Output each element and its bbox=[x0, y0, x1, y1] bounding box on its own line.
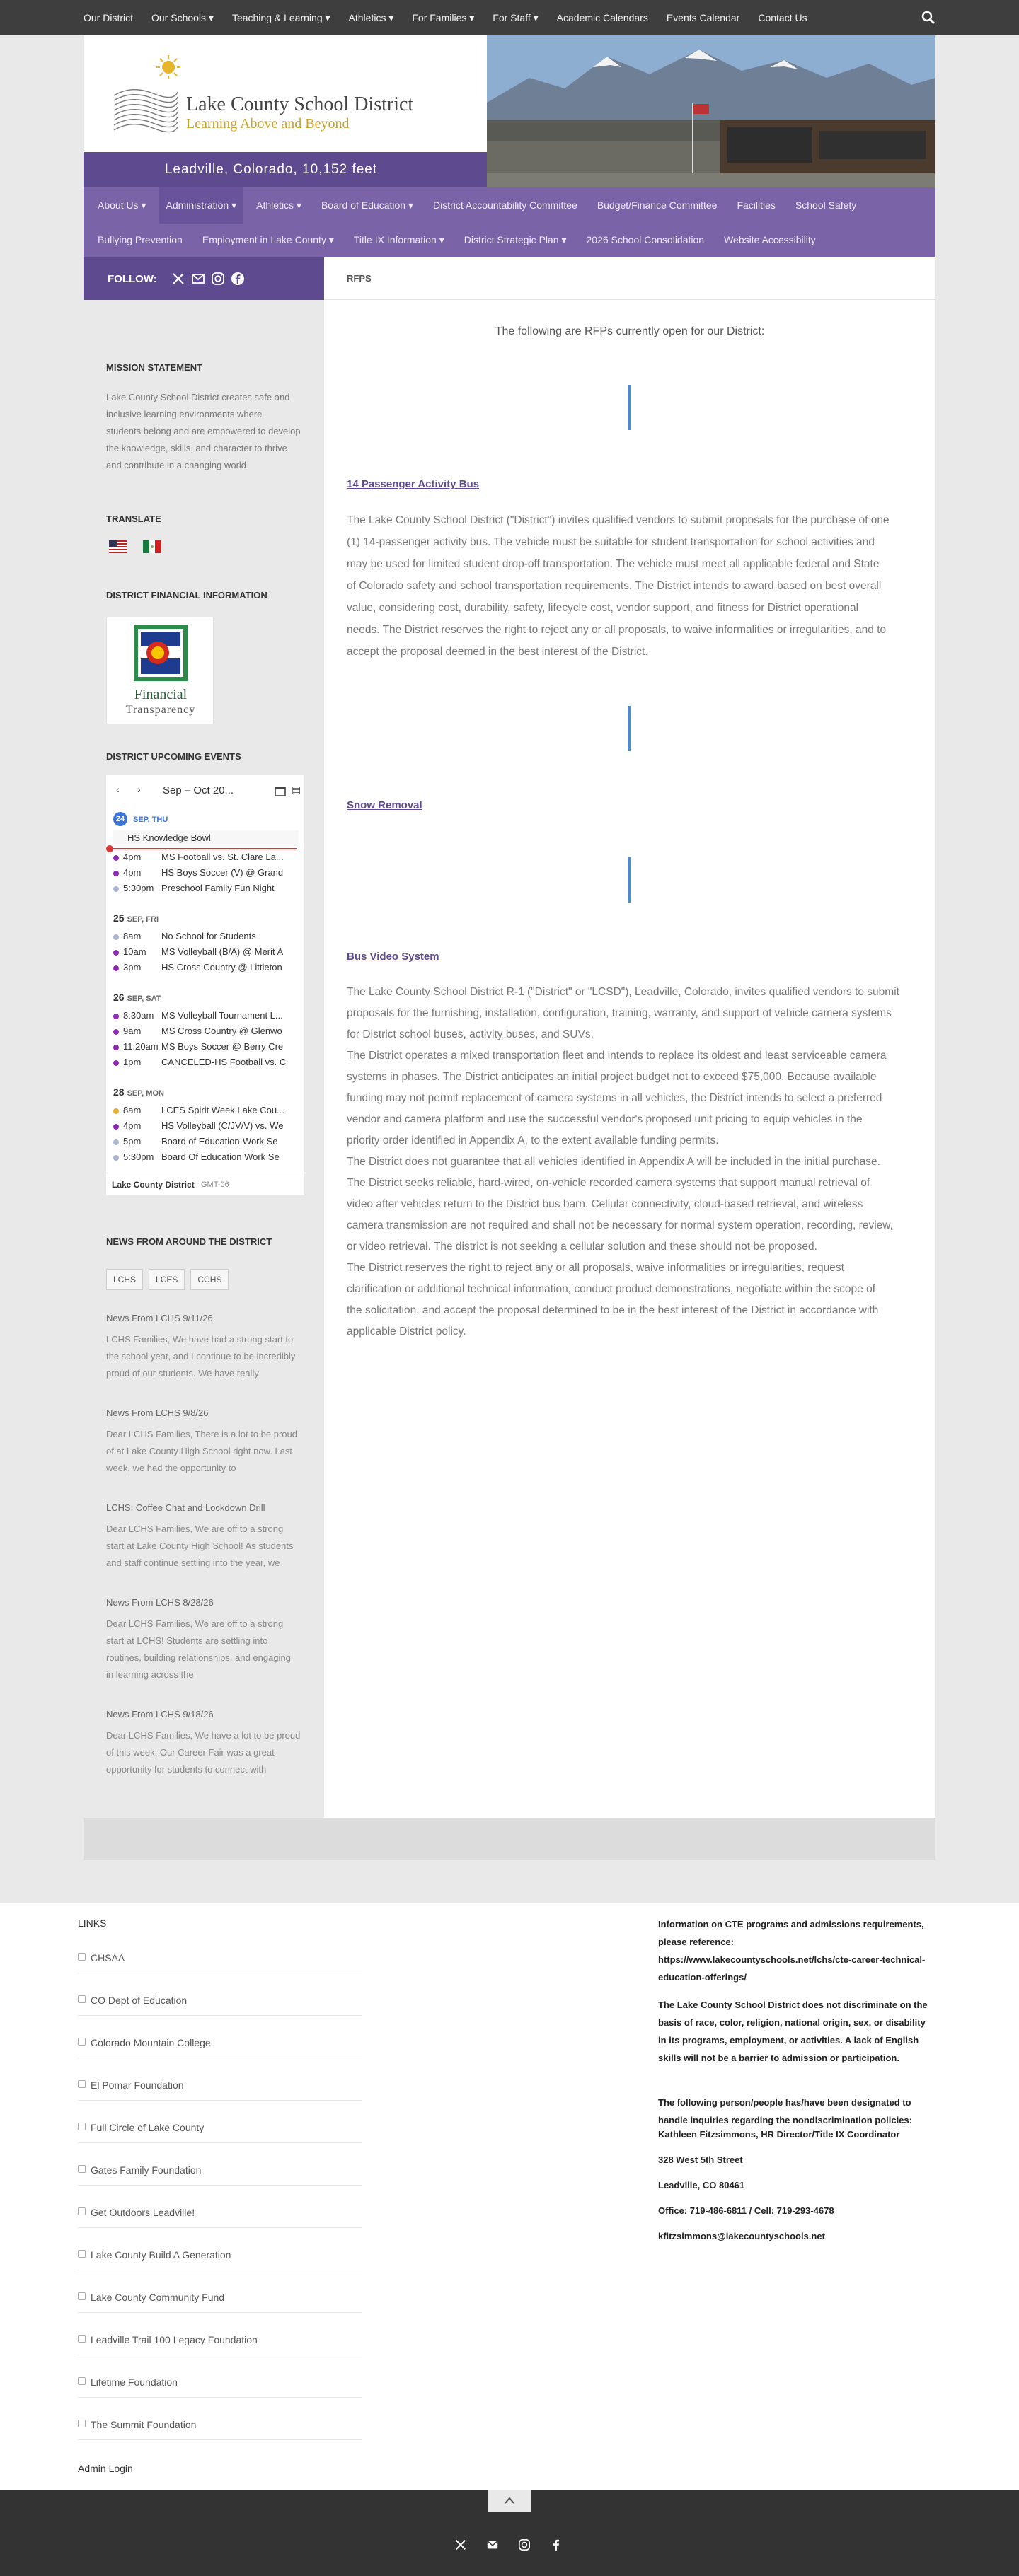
cal-range[interactable]: Sep – Oct 20... bbox=[163, 784, 234, 796]
topnav-our-district[interactable]: Our District bbox=[84, 12, 133, 23]
footer-link[interactable]: Lake County Community Fund bbox=[78, 2270, 362, 2313]
rfp-intro: The following are RFPs currently open for our District: bbox=[495, 325, 765, 337]
nav-school-consolidation[interactable]: 2026 School Consolidation bbox=[586, 234, 705, 245]
logo[interactable] bbox=[84, 35, 487, 152]
finance-title: DISTRICT FINANCIAL INFORMATION bbox=[106, 590, 267, 601]
financial-transparency-badge[interactable] bbox=[106, 617, 214, 724]
events-title: DISTRICT UPCOMING EVENTS bbox=[106, 751, 241, 762]
facebook-icon[interactable] bbox=[231, 272, 245, 286]
site-tagline: Leadville, Colorado, 10,152 feet bbox=[84, 152, 487, 187]
external-link-icon bbox=[78, 2080, 86, 2088]
cal-event[interactable]: 3pm HS Cross Country @ Littleton bbox=[113, 962, 299, 973]
site-title: Lake County School District bbox=[186, 93, 414, 115]
nav-budget-finance[interactable]: Budget/Finance Committee bbox=[597, 199, 718, 211]
mission-text bbox=[106, 389, 311, 474]
nav-school-safety[interactable]: School Safety bbox=[795, 199, 857, 211]
external-link-icon bbox=[78, 1995, 86, 2003]
back-to-top-button[interactable] bbox=[488, 2490, 531, 2512]
rfp-description-bus-video: The Lake County School District R-1 ("District" or "LCSD"), Leadville, Colorado, invites qualified vendors to submit proposals for the furnishing, installation, configuration, training, warranty, and support of vehicle camera systems for District school buses, activity buses, and SUVs. The District operates a mixed transportation fleet and intends to replace its oldest and least serviceable camera systems in phases. The District anticipates an initial project budget not to exceed $75,000. Because available funding may not permit replacement of camera systems in all vehicles, the District intends to select a preferred vendor and camera platform and use the successful vendor's proposed unit pricing to equip vehicles in the priority order identified in Appendix A, to the extent available funding permits. The District does not guarantee that all vehicles identified in Appendix A will be included in the initial purchase. The District seeks reliable, hard-wired, on-vehicle recorded camera systems that support manual retrieval of video after vehicles return to the District bus barn. Cellular connectivity, cloud-based retrieval, and wireless camera transmission are not required and shall not be necessary for normal system operation, recording, review, or video retrieval. The district is not seeking a cellular solution and these should not be proposed. The District reserves the right to reject any or all proposals, waive informalities or irregularities, request clarification or additional technical information, conduct product demonstrations, negotiate within the scope of the solicitation, and accept the proposal determined to be in the best interest of the District in accordance with applicable District policy. bbox=[347, 986, 899, 1338]
sidebar bbox=[84, 300, 324, 1818]
header-photo bbox=[487, 35, 935, 187]
embed-placeholder bbox=[628, 706, 631, 751]
external-link-icon bbox=[78, 2377, 86, 2385]
cal-today-badge: 24 bbox=[113, 812, 127, 826]
site-subtitle: Learning Above and Beyond bbox=[186, 116, 350, 132]
follow-label: FOLLOW: bbox=[108, 273, 157, 285]
mission-line: the knowledge, skills, and character to thrive bbox=[106, 443, 287, 453]
cal-day-header: 26 SEP, SAT bbox=[113, 992, 161, 1003]
cal-footer-tz: GMT-06 bbox=[201, 1180, 229, 1189]
cte-link[interactable]: https://www.lakecountyschools.net/lchs/cte-career-technical- bbox=[658, 1954, 926, 1965]
footer-link[interactable]: The Summit Foundation bbox=[78, 2398, 362, 2440]
mexico-flag-icon[interactable] bbox=[143, 540, 161, 553]
mission-line: students belong and are empowered to develop bbox=[106, 426, 301, 436]
news-item-excerpt: Dear LCHS Families, We have a lot to be proud of this week. Our Career Fair was a great opportunity for students to connect with bbox=[106, 1730, 301, 1775]
footer-link[interactable]: Gates Family Foundation bbox=[78, 2143, 362, 2186]
external-link-icon bbox=[78, 2165, 86, 2173]
topnav-contact-us[interactable]: Contact Us bbox=[758, 12, 807, 23]
news-tab-cchs[interactable]: CCHS bbox=[190, 1269, 229, 1290]
events-calendar-widget bbox=[106, 775, 304, 1195]
cal-now-dot bbox=[106, 845, 113, 852]
topnav-teaching-learning[interactable]: Teaching & Learning ▾ bbox=[231, 11, 330, 23]
footer-link[interactable]: Lifetime Foundation bbox=[78, 2355, 362, 2398]
external-link-icon bbox=[78, 2123, 86, 2130]
external-link-icon bbox=[78, 2420, 86, 2427]
follow-bar bbox=[84, 257, 324, 300]
cal-day-label: SEP, THU bbox=[133, 816, 168, 824]
mission-line: inclusive learning environments where bbox=[106, 409, 263, 419]
footer-link[interactable]: Lake County Build A Generation bbox=[78, 2228, 362, 2270]
mail-icon[interactable] bbox=[191, 272, 205, 286]
finance-label: Financial bbox=[134, 687, 188, 702]
cal-footer-name: Lake County District bbox=[112, 1180, 195, 1190]
cal-footer bbox=[106, 1173, 304, 1195]
cal-event[interactable]: 4pm HS Volleyball (C/JV/V) vs. We bbox=[113, 1120, 299, 1131]
news-item-excerpt: Dear LCHS Families, We are off to a strong start at Lake County High School! As students and staff continue settling into the year, we bbox=[106, 1524, 294, 1568]
cal-event[interactable]: 5:30pm Preschool Family Fun Night bbox=[113, 883, 299, 893]
page-title: RFPS bbox=[347, 273, 372, 284]
nav-title-ix[interactable]: Title IX Information ▾ bbox=[353, 233, 444, 245]
footer-link[interactable]: CHSAA bbox=[78, 1931, 362, 1973]
main-nav bbox=[84, 187, 935, 257]
top-nav-menu bbox=[84, 0, 826, 35]
nav-employment[interactable]: Employment in Lake County ▾ bbox=[202, 233, 334, 245]
mission-line: Lake County School District creates safe and bbox=[106, 392, 290, 402]
external-link-icon bbox=[78, 1953, 86, 1961]
news-tab-lchs[interactable]: LCHS bbox=[106, 1269, 143, 1290]
rfp-link-bus-video[interactable]: Bus Video System bbox=[347, 951, 439, 963]
news-tabs bbox=[106, 1269, 234, 1290]
cal-event[interactable]: 4pm MS Football vs. St. Clare La... bbox=[113, 852, 299, 862]
rfp-link-snow-removal[interactable]: Snow Removal bbox=[347, 799, 422, 811]
main-content bbox=[324, 257, 935, 1818]
news-item-excerpt: LCHS Families, We have had a strong start to the school year, and I continue to be incredibly proud of our students. We have really bbox=[106, 1334, 296, 1379]
nav-about-us[interactable]: About Us ▾ bbox=[98, 199, 146, 211]
main-nav-row2 bbox=[98, 222, 836, 257]
cal-event[interactable]: HS Knowledge Bowl bbox=[113, 832, 299, 843]
footer-link[interactable]: Get Outdoors Leadville! bbox=[78, 2186, 362, 2228]
footer-link[interactable]: Full Circle of Lake County bbox=[78, 2101, 362, 2143]
cal-event[interactable]: 5pm Board of Education-Work Se bbox=[113, 1136, 299, 1147]
district-logo-icon bbox=[110, 50, 181, 141]
page-heading-bar bbox=[324, 257, 935, 300]
news-item-title[interactable]: News From LCHS 9/11/26 bbox=[106, 1313, 213, 1323]
site-header bbox=[84, 35, 935, 187]
cal-day-header: 25 SEP, FRI bbox=[113, 912, 159, 924]
nav-facilities[interactable]: Facilities bbox=[737, 199, 776, 211]
page-wrapper bbox=[84, 35, 935, 1860]
external-link-icon bbox=[78, 2335, 86, 2343]
topnav-our-schools[interactable]: Our Schools ▾ bbox=[151, 11, 214, 23]
external-link-icon bbox=[78, 2038, 86, 2046]
cal-event[interactable]: 4pm HS Boys Soccer (V) @ Grand bbox=[113, 867, 299, 878]
nav-strategic-plan[interactable]: District Strategic Plan ▾ bbox=[464, 233, 567, 245]
us-flag-icon[interactable] bbox=[109, 540, 127, 553]
calendar-icon[interactable] bbox=[275, 785, 286, 796]
cal-event[interactable]: 1pm CANCELED-HS Football vs. C bbox=[113, 1057, 299, 1067]
x-icon[interactable] bbox=[454, 2539, 467, 2551]
cal-event[interactable]: 9am MS Cross Country @ Glenwo bbox=[113, 1026, 299, 1036]
contact-info: Kathleen Fitzsimmons, HR Director/Title IX Coordinator 328 West 5th Street Leadville, CO 80461 Office: 719-486-6811 / Cell: 719-293-4678 kfitzsimmons@lakecountyschools.net bbox=[658, 2122, 948, 2249]
main-nav-row1 bbox=[98, 187, 876, 223]
mission-line: and contribute in a changing world. bbox=[106, 460, 249, 470]
translate-title: TRANSLATE bbox=[106, 514, 161, 524]
cal-event[interactable]: 8am LCES Spirit Week Lake Cou... bbox=[113, 1105, 299, 1115]
footer-link[interactable]: Colorado Mountain College bbox=[78, 2016, 362, 2058]
topnav-for-families[interactable]: For Families ▾ bbox=[412, 11, 475, 23]
mail-icon[interactable] bbox=[486, 2539, 499, 2551]
cal-event[interactable]: 5:30pm Board Of Education Work Se bbox=[113, 1151, 299, 1162]
cal-event[interactable]: 11:20am MS Boys Soccer @ Berry Cre bbox=[113, 1041, 299, 1052]
news-item-title[interactable]: News From LCHS 9/18/26 bbox=[106, 1709, 214, 1719]
nav-bullying-prevention[interactable]: Bullying Prevention bbox=[98, 234, 183, 245]
footer-link[interactable]: El Pomar Foundation bbox=[78, 2058, 362, 2101]
finance-label-2: Transparency bbox=[125, 704, 196, 716]
nav-district-accountability[interactable]: District Accountability Committee bbox=[432, 199, 577, 211]
footer-link[interactable]: Leadville Trail 100 Legacy Foundation bbox=[78, 2313, 362, 2355]
rfp-description-activity-bus: The Lake County School District ("District") invites qualified vendors to submit proposals for the purchase of one (1) 14-passenger activity bus. The vehicle must be suitable for student transportation for school activities and may be used for limited student drop-off transportation. The vehicle must meet all applicable federal and State of Colorado safety and school transportation requirements. The District intends to award based on best overall value, considering cost, durability, safety, lifecycle cost, vendor support, and fitness for District operational needs. The District reserves the right to reject any or all proposals, to waive informalities or irregularities, and to accept the proposal deemed in the best interest of the District. bbox=[347, 514, 890, 658]
cal-now-line bbox=[109, 848, 297, 849]
cal-event[interactable]: 10am MS Volleyball (B/A) @ Merit A bbox=[113, 946, 299, 957]
external-link-icon bbox=[78, 2250, 86, 2258]
cal-view-toggle[interactable]: ▤ bbox=[292, 784, 301, 795]
cal-event[interactable]: 8:30am MS Volleyball Tournament L... bbox=[113, 1010, 299, 1021]
instagram-icon[interactable] bbox=[211, 272, 225, 286]
x-icon[interactable] bbox=[171, 272, 185, 286]
admin-login-link[interactable]: Admin Login bbox=[78, 2463, 133, 2474]
facebook-icon[interactable] bbox=[550, 2539, 563, 2551]
news-item-excerpt: Dear LCHS Families, There is a lot to be proud of at Lake County High School right now. Last week, we had the opportunity to bbox=[106, 1429, 297, 1473]
designee-notice: The following person/people has/have been designated to handle inquiries regarding the nondiscrimination policies: bbox=[658, 2097, 912, 2125]
cal-next-button[interactable]: › bbox=[137, 784, 141, 795]
rfp-link-activity-bus[interactable]: 14 Passenger Activity Bus bbox=[347, 478, 480, 490]
embed-placeholder bbox=[628, 857, 631, 903]
nondiscrimination-notice: The Lake County School District does not discriminate on the basis of race, color, religion, national origin, sex, or disability in its programs, employment, or activities. A lack of English skills will not be a barrier to admission or participation. bbox=[658, 2000, 928, 2063]
external-link-icon bbox=[78, 2207, 86, 2215]
embed-placeholder bbox=[628, 385, 631, 430]
news-tab-lces[interactable]: LCES bbox=[149, 1269, 185, 1290]
footer-link[interactable]: CO Dept of Education bbox=[78, 1973, 362, 2016]
topnav-academic-calendars[interactable]: Academic Calendars bbox=[556, 12, 648, 23]
cal-prev-button[interactable]: ‹ bbox=[116, 784, 120, 795]
nav-administration[interactable]: Administration ▾ bbox=[159, 187, 244, 224]
colorado-flag-icon bbox=[134, 625, 188, 681]
contact-email[interactable]: kfitzsimmons@lakecountyschools.net bbox=[658, 2231, 825, 2241]
mission-title: MISSION STATEMENT bbox=[106, 362, 203, 373]
cal-event[interactable]: 8am No School for Students bbox=[113, 931, 299, 941]
news-item-excerpt: Dear LCHS Families, We are off to a strong start at LCHS! Students are settling into routines, building relationships, and engaging in learning across the bbox=[106, 1618, 291, 1680]
cal-day-header: 28 SEP, MON bbox=[113, 1086, 164, 1098]
news-item-title[interactable]: LCHS: Coffee Chat and Lockdown Drill bbox=[106, 1502, 265, 1513]
top-navbar bbox=[0, 0, 1019, 35]
news-item-title[interactable]: News From LCHS 9/8/26 bbox=[106, 1408, 209, 1418]
nav-board-of-education[interactable]: Board of Education ▾ bbox=[321, 199, 413, 211]
nav-athletics[interactable]: Athletics ▾ bbox=[256, 199, 301, 211]
nav-website-accessibility[interactable]: Website Accessibility bbox=[724, 234, 816, 245]
topnav-athletics[interactable]: Athletics ▾ bbox=[348, 11, 394, 23]
news-title: NEWS FROM AROUND THE DISTRICT bbox=[106, 1236, 272, 1247]
chevron-up-icon bbox=[504, 2496, 515, 2505]
external-link-icon bbox=[78, 2292, 86, 2300]
footer-links-title: LINKS bbox=[78, 1918, 107, 1929]
search-icon[interactable] bbox=[921, 11, 935, 25]
cte-notice: Information on CTE programs and admissions requirements, please reference: https://www.lakecountyschools.net/lchs/cte-career-technical- education-offerings/ bbox=[658, 1915, 948, 1986]
instagram-icon[interactable] bbox=[518, 2539, 531, 2551]
topnav-events-calendar[interactable]: Events Calendar bbox=[666, 12, 740, 23]
topnav-for-staff[interactable]: For Staff ▾ bbox=[493, 11, 539, 23]
news-item-title[interactable]: News From LCHS 8/28/26 bbox=[106, 1597, 214, 1608]
